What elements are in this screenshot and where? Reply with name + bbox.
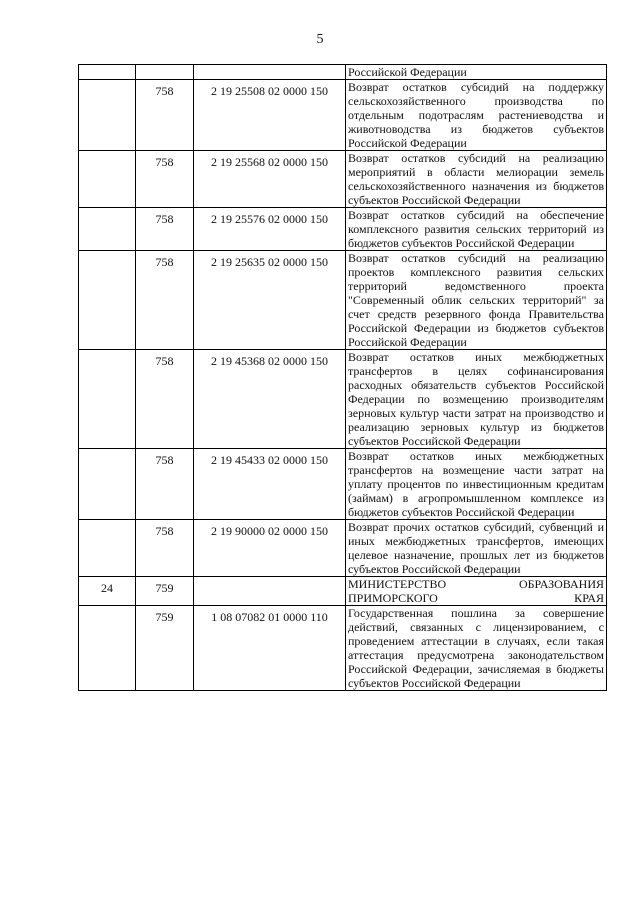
table-row bbox=[79, 350, 607, 449]
admin-code-cell: 758 bbox=[136, 151, 194, 208]
revenue-code-cell: 2 19 45433 02 0000 150 bbox=[194, 449, 346, 520]
revenue-name-cell: Возврат остатков субсидий на обеспечение комплексного развития сельских территорий из бюджетов субъектов Российской Федерации bbox=[346, 208, 607, 251]
table-row bbox=[79, 251, 607, 350]
admin-code-cell: 759 bbox=[136, 577, 194, 606]
admin-code-cell: 758 bbox=[136, 251, 194, 350]
row-number-cell bbox=[79, 65, 136, 80]
table-row bbox=[79, 151, 607, 208]
revenue-name-cell: Государственная пошлина за совершение действий, связанных с лицензированием, с проведением аттестации в случаях, если такая аттестация предусмотрена законодательством Российской Федерации, зачисляемая в бюджеты субъектов Российской Федерации bbox=[346, 606, 607, 691]
revenue-name-cell: Возврат остатков субсидий на реализацию проектов комплексного развития сельских территорий ведомственного проекта "Современный облик сельских территорий" за счет средств резервного фонда Правительства Российской Федерации из бюджетов субъектов Российской Федерации bbox=[346, 251, 607, 350]
revenue-code-cell: 2 19 25508 02 0000 150 bbox=[194, 80, 346, 151]
table-row bbox=[79, 606, 607, 691]
table-row bbox=[79, 65, 607, 80]
admin-code-cell: 758 bbox=[136, 80, 194, 151]
revenue-name-cell: Российской Федерации bbox=[346, 65, 607, 80]
revenue-name-cell: Возврат прочих остатков субсидий, субвенций и иных межбюджетных трансфертов, имеющих целевое назначение, прошлых лет из бюджетов субъектов Российской Федерации bbox=[346, 520, 607, 577]
revenue-code-cell bbox=[194, 577, 346, 606]
admin-code-cell bbox=[136, 65, 194, 80]
revenue-code-cell: 2 19 25635 02 0000 150 bbox=[194, 251, 346, 350]
table-row bbox=[79, 520, 607, 577]
row-number-cell bbox=[79, 151, 136, 208]
revenue-code-cell: 1 08 07082 01 0000 110 bbox=[194, 606, 346, 691]
revenue-name-cell: Возврат остатков иных межбюджетных трансфертов на возмещение части затрат на уплату процентов по инвестиционным кредитам (займам) в агропромышленном комплексе из бюджетов субъектов Российской Федерации bbox=[346, 449, 607, 520]
admin-code-cell: 759 bbox=[136, 606, 194, 691]
row-number-cell bbox=[79, 80, 136, 151]
row-number-cell bbox=[79, 350, 136, 449]
table-row bbox=[79, 80, 607, 151]
revenue-name-cell: Возврат остатков иных межбюджетных трансфертов в целях софинансирования расходных обязательств субъектов Российской Федерации по возмещению производителям зерновых культур части затрат на производство и реализацию зерновых культур из бюджетов субъектов Российской Федерации bbox=[346, 350, 607, 449]
revenue-name-cell: Возврат остатков субсидий на поддержку сельскохозяйственного производства по отдельным подотраслям растениеводства и животноводства из бюджетов субъектов Российской Федерации bbox=[346, 80, 607, 151]
row-number-cell: 24 bbox=[79, 577, 136, 606]
revenue-code-cell: 2 19 25576 02 0000 150 bbox=[194, 208, 346, 251]
revenue-code-cell: 2 19 45368 02 0000 150 bbox=[194, 350, 346, 449]
admin-code-cell: 758 bbox=[136, 520, 194, 577]
row-number-cell bbox=[79, 449, 136, 520]
revenue-name-cell: Возврат остатков субсидий на реализацию мероприятий в области мелиорации земель сельскохозяйственного назначения из бюджетов субъектов Российской Федерации bbox=[346, 151, 607, 208]
row-number-cell bbox=[79, 606, 136, 691]
admin-code-cell: 758 bbox=[136, 350, 194, 449]
revenue-code-cell: 2 19 90000 02 0000 150 bbox=[194, 520, 346, 577]
row-number-cell bbox=[79, 208, 136, 251]
table-row bbox=[79, 577, 607, 606]
revenue-code-cell: 2 19 25568 02 0000 150 bbox=[194, 151, 346, 208]
table-row bbox=[79, 208, 607, 251]
ministry-name-cell: МИНИСТЕРСТВО ОБРАЗОВАНИЯ ПРИМОРСКОГО КРАЯ bbox=[346, 577, 607, 606]
revenue-code-cell bbox=[194, 65, 346, 80]
page-number: 5 bbox=[316, 32, 324, 47]
admin-code-cell: 758 bbox=[136, 449, 194, 520]
revenue-codes-table bbox=[78, 64, 607, 691]
table-row bbox=[79, 449, 607, 520]
row-number-cell bbox=[79, 251, 136, 350]
admin-code-cell: 758 bbox=[136, 208, 194, 251]
row-number-cell bbox=[79, 520, 136, 577]
